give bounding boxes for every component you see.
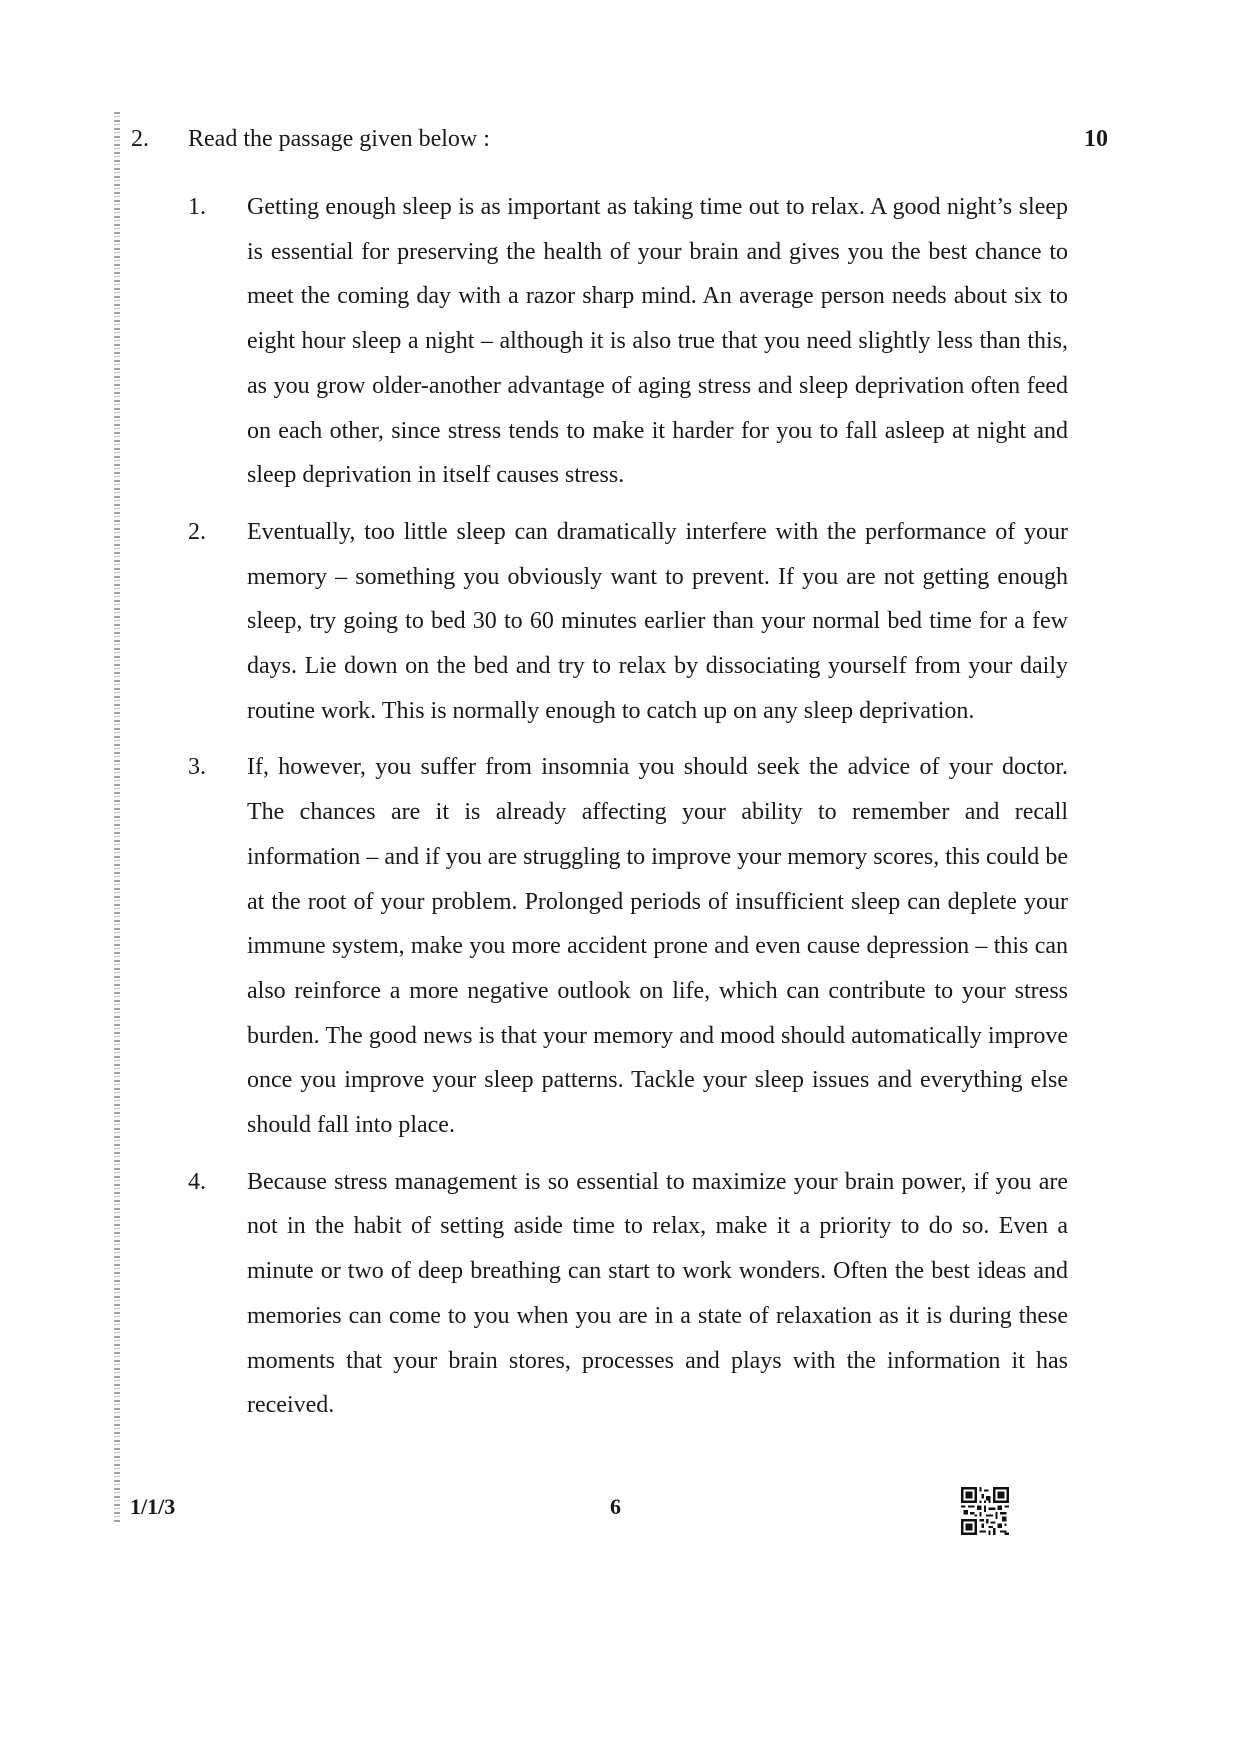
paragraph-number: 2. bbox=[188, 518, 206, 545]
paragraph-text: If, however, you suffer from insomnia you should seek the advice of your doctor. The chances are it is already affecting your ability to remember and recall information – and if you are struggling to improve your memory scores, this could be at the root of your problem. Prolonged periods of insufficient sleep can deplete your immune system, make you more accident prone and even cause depression – this can also reinforce a more negative outlook on life, which can contribute to your stress burden. The good news is that your memory and mood should automatically improve once you improve your sleep patterns. Tackle your sleep issues and everything else should fall into place. bbox=[247, 754, 1068, 1139]
paragraph-number: 3. bbox=[188, 754, 206, 781]
question-heading: Read the passage given below : bbox=[188, 126, 490, 152]
passage-paragraph-2 bbox=[188, 510, 1068, 734]
margin-security-strip bbox=[114, 112, 120, 1522]
paragraph-text: Getting enough sleep is as important as taking time out to relax. A good night’s sleep is essential for preserving the health of your brain and gives you the best chance to meet the coming day with a razor sharp mind. An average person needs about six to eight hour sleep a night – although it is also true that you need slightly less than this, as you grow older-another advantage of aging stress and sleep deprivation often feed on each other, since stress tends to make it harder for you to fall asleep at night and sleep deprivation in itself causes stress. bbox=[247, 194, 1068, 489]
paper-code: 1/1/3 bbox=[130, 1494, 176, 1519]
paragraph-number: 4. bbox=[188, 1168, 206, 1195]
question-number: 2. bbox=[131, 126, 149, 152]
page-number: 6 bbox=[610, 1494, 621, 1519]
qr-code-icon bbox=[961, 1487, 1009, 1535]
paragraph-text: Because stress management is so essential to maximize your brain power, if you are not in the habit of setting aside time to relax, make it a priority to do so. Even a minute or two of deep breathing can start to work wonders. Often the best ideas and memories can come to you when you are in a state of relaxation as it is during these moments that your brain stores, processes and plays with the information it has received. bbox=[247, 1168, 1068, 1419]
passage-paragraph-1 bbox=[188, 185, 1068, 498]
paragraph-text: Eventually, too little sleep can dramatically interfere with the performance of your memory – something you obviously want to prevent. If you are not getting enough sleep, try going to bed 30 to 60 minutes earlier than your normal bed time for a few days. Lie down on the bed and try to relax by dissociating yourself from your daily routine work. This is normally enough to catch up on any sleep deprivation. bbox=[247, 518, 1068, 724]
passage-paragraph-3 bbox=[188, 745, 1068, 1147]
passage-paragraph-4 bbox=[188, 1160, 1068, 1428]
paragraph-number: 1. bbox=[188, 194, 206, 220]
question-marks: 10 bbox=[1084, 126, 1108, 152]
passage bbox=[188, 185, 1068, 1440]
